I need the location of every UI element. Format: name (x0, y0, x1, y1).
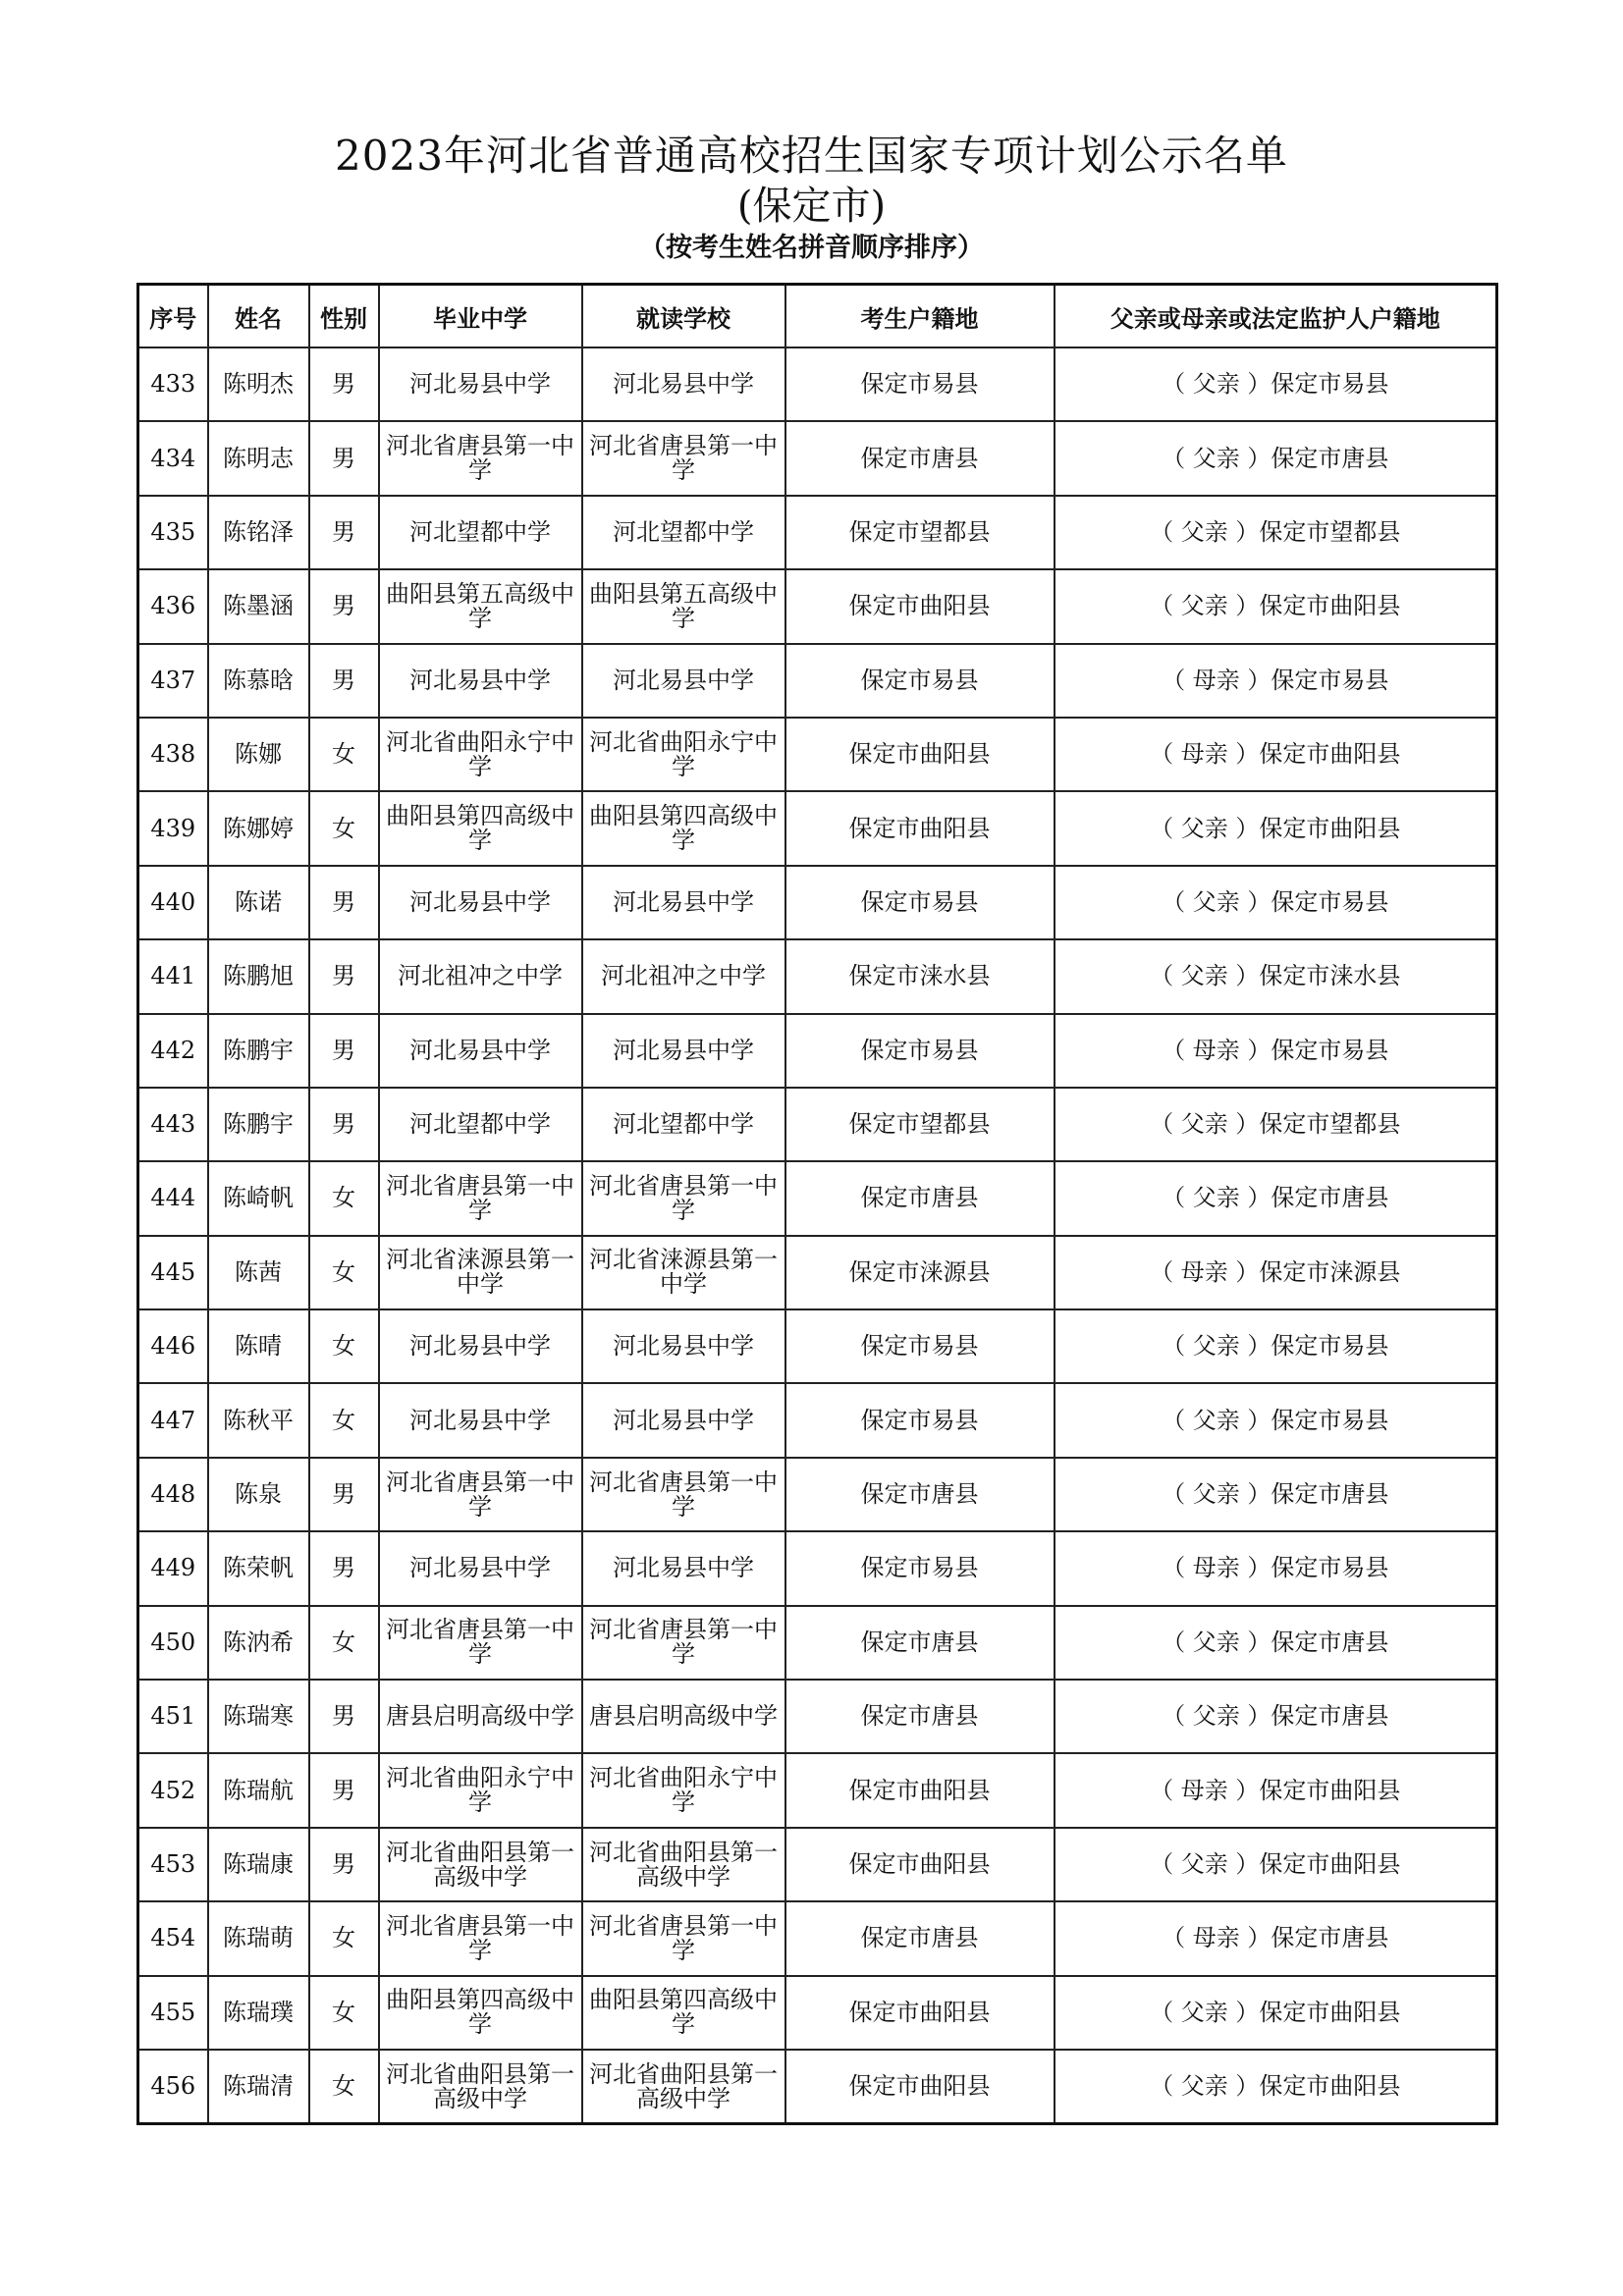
cell-name: 陈铭泽 (208, 496, 309, 569)
cell-name: 陈汭希 (208, 1606, 309, 1680)
table-row (138, 1606, 1497, 1680)
header-row (138, 285, 1497, 348)
roster-table (136, 283, 1498, 2125)
cell-study-school: 河北省曲阳永宁中学 (582, 718, 785, 791)
cell-gender: 女 (309, 791, 379, 865)
table-row (138, 939, 1497, 1013)
cell-guardian-hukou: （ 母亲 ）保定市唐县 (1055, 1901, 1497, 1975)
cell-name: 陈晴 (208, 1309, 309, 1383)
cell-gender: 男 (309, 496, 379, 569)
cell-gender: 女 (309, 718, 379, 791)
cell-no: 450 (138, 1606, 208, 1680)
table-row (138, 1383, 1497, 1457)
cell-hukou: 保定市易县 (785, 1383, 1055, 1457)
cell-name: 陈瑞航 (208, 1753, 309, 1827)
cell-hukou: 保定市唐县 (785, 421, 1055, 495)
cell-study-school: 唐县启明高级中学 (582, 1680, 785, 1753)
cell-grad-school: 河北省唐县第一中学 (379, 1901, 582, 1975)
cell-guardian-hukou: （ 父亲 ）保定市曲阳县 (1055, 569, 1497, 643)
cell-guardian-hukou: （ 父亲 ）保定市曲阳县 (1055, 1976, 1497, 2050)
cell-hukou: 保定市涞水县 (785, 939, 1055, 1013)
table-row (138, 1753, 1497, 1827)
cell-guardian-hukou: （ 母亲 ）保定市易县 (1055, 1531, 1497, 1605)
cell-no: 449 (138, 1531, 208, 1605)
cell-name: 陈慕晗 (208, 644, 309, 718)
cell-guardian-hukou: （ 母亲 ）保定市易县 (1055, 644, 1497, 718)
cell-no: 451 (138, 1680, 208, 1753)
cell-study-school: 河北易县中学 (582, 1014, 785, 1088)
cell-guardian-hukou: （ 父亲 ）保定市易县 (1055, 866, 1497, 939)
cell-name: 陈明杰 (208, 347, 309, 421)
cell-study-school: 河北省曲阳永宁中学 (582, 1753, 785, 1827)
cell-hukou: 保定市曲阳县 (785, 1976, 1055, 2050)
cell-no: 444 (138, 1161, 208, 1235)
cell-study-school: 河北省唐县第一中学 (582, 1458, 785, 1531)
cell-grad-school: 曲阳县第五高级中学 (379, 569, 582, 643)
cell-grad-school: 河北省曲阳永宁中学 (379, 1753, 582, 1827)
cell-grad-school: 河北省曲阳县第一高级中学 (379, 2050, 582, 2124)
cell-name: 陈瑞康 (208, 1828, 309, 1901)
cell-no: 448 (138, 1458, 208, 1531)
table-row (138, 1828, 1497, 1901)
cell-study-school: 曲阳县第四高级中学 (582, 791, 785, 865)
table-row (138, 2050, 1497, 2124)
cell-name: 陈荣帆 (208, 1531, 309, 1605)
table-row (138, 1531, 1497, 1605)
cell-no: 452 (138, 1753, 208, 1827)
cell-guardian-hukou: （ 父亲 ）保定市望都县 (1055, 496, 1497, 569)
table-row (138, 866, 1497, 939)
cell-gender: 女 (309, 2050, 379, 2124)
header-study-school: 就读学校 (582, 285, 785, 348)
cell-name: 陈墨涵 (208, 569, 309, 643)
cell-study-school: 河北易县中学 (582, 644, 785, 718)
cell-grad-school: 河北省曲阳永宁中学 (379, 718, 582, 791)
cell-grad-school: 河北易县中学 (379, 866, 582, 939)
table-row (138, 569, 1497, 643)
cell-gender: 男 (309, 1458, 379, 1531)
cell-hukou: 保定市唐县 (785, 1606, 1055, 1680)
cell-no: 446 (138, 1309, 208, 1383)
cell-name: 陈崎帆 (208, 1161, 309, 1235)
cell-hukou: 保定市望都县 (785, 496, 1055, 569)
cell-hukou: 保定市唐县 (785, 1458, 1055, 1531)
cell-no: 455 (138, 1976, 208, 2050)
cell-hukou: 保定市唐县 (785, 1680, 1055, 1753)
cell-grad-school: 河北省涞源县第一中学 (379, 1236, 582, 1309)
cell-no: 439 (138, 791, 208, 865)
cell-guardian-hukou: （ 父亲 ）保定市涞水县 (1055, 939, 1497, 1013)
cell-name: 陈瑞清 (208, 2050, 309, 2124)
cell-no: 456 (138, 2050, 208, 2124)
cell-hukou: 保定市涞源县 (785, 1236, 1055, 1309)
cell-study-school: 河北省唐县第一中学 (582, 1161, 785, 1235)
cell-grad-school: 河北易县中学 (379, 1383, 582, 1457)
table-row (138, 1309, 1497, 1383)
cell-hukou: 保定市曲阳县 (785, 718, 1055, 791)
cell-study-school: 河北望都中学 (582, 496, 785, 569)
header-no: 序号 (138, 285, 208, 348)
cell-hukou: 保定市曲阳县 (785, 2050, 1055, 2124)
cell-grad-school: 河北易县中学 (379, 644, 582, 718)
cell-name: 陈娜婷 (208, 791, 309, 865)
cell-guardian-hukou: （ 父亲 ）保定市唐县 (1055, 1606, 1497, 1680)
cell-gender: 男 (309, 644, 379, 718)
cell-gender: 女 (309, 1976, 379, 2050)
cell-hukou: 保定市曲阳县 (785, 569, 1055, 643)
cell-guardian-hukou: （ 父亲 ）保定市曲阳县 (1055, 1828, 1497, 1901)
cell-grad-school: 河北省唐县第一中学 (379, 1161, 582, 1235)
cell-guardian-hukou: （ 母亲 ）保定市曲阳县 (1055, 1753, 1497, 1827)
cell-name: 陈瑞萌 (208, 1901, 309, 1975)
cell-hukou: 保定市唐县 (785, 1161, 1055, 1235)
header-gender: 性别 (309, 285, 379, 348)
cell-gender: 女 (309, 1236, 379, 1309)
cell-name: 陈诺 (208, 866, 309, 939)
cell-hukou: 保定市易县 (785, 1014, 1055, 1088)
cell-study-school: 曲阳县第五高级中学 (582, 569, 785, 643)
table-row (138, 1161, 1497, 1235)
cell-gender: 男 (309, 1014, 379, 1088)
cell-guardian-hukou: （ 父亲 ）保定市望都县 (1055, 1088, 1497, 1161)
document-subtitle: (保定市) (736, 184, 887, 229)
table-row (138, 718, 1497, 791)
cell-name: 陈鹏宇 (208, 1014, 309, 1088)
cell-name: 陈秋平 (208, 1383, 309, 1457)
cell-grad-school: 河北易县中学 (379, 1014, 582, 1088)
cell-study-school: 河北省唐县第一中学 (582, 421, 785, 495)
table-row (138, 496, 1497, 569)
cell-name: 陈娜 (208, 718, 309, 791)
cell-guardian-hukou: （ 父亲 ）保定市唐县 (1055, 1161, 1497, 1235)
cell-study-school: 曲阳县第四高级中学 (582, 1976, 785, 2050)
cell-hukou: 保定市唐县 (785, 1901, 1055, 1975)
cell-guardian-hukou: （ 父亲 ）保定市曲阳县 (1055, 2050, 1497, 2124)
cell-grad-school: 唐县启明高级中学 (379, 1680, 582, 1753)
cell-guardian-hukou: （ 父亲 ）保定市曲阳县 (1055, 791, 1497, 865)
header-hukou: 考生户籍地 (785, 285, 1055, 348)
cell-guardian-hukou: （ 母亲 ）保定市曲阳县 (1055, 718, 1497, 791)
cell-hukou: 保定市曲阳县 (785, 791, 1055, 865)
cell-grad-school: 河北易县中学 (379, 347, 582, 421)
cell-gender: 女 (309, 1383, 379, 1457)
cell-study-school: 河北省涞源县第一中学 (582, 1236, 785, 1309)
cell-hukou: 保定市易县 (785, 347, 1055, 421)
cell-grad-school: 河北易县中学 (379, 1309, 582, 1383)
cell-name: 陈茜 (208, 1236, 309, 1309)
cell-gender: 男 (309, 1088, 379, 1161)
cell-guardian-hukou: （ 母亲 ）保定市涞源县 (1055, 1236, 1497, 1309)
cell-no: 443 (138, 1088, 208, 1161)
cell-study-school: 河北省唐县第一中学 (582, 1606, 785, 1680)
cell-guardian-hukou: （ 父亲 ）保定市易县 (1055, 1309, 1497, 1383)
cell-name: 陈明志 (208, 421, 309, 495)
cell-gender: 男 (309, 347, 379, 421)
table-row (138, 1014, 1497, 1088)
cell-study-school: 河北易县中学 (582, 1383, 785, 1457)
cell-gender: 男 (309, 1531, 379, 1605)
table-row (138, 1680, 1497, 1753)
header-name: 姓名 (208, 285, 309, 348)
cell-gender: 女 (309, 1309, 379, 1383)
roster-body (138, 347, 1497, 2124)
table-row (138, 791, 1497, 865)
cell-name: 陈鹏旭 (208, 939, 309, 1013)
cell-grad-school: 河北省曲阳县第一高级中学 (379, 1828, 582, 1901)
header-guardian-hukou: 父亲或母亲或法定监护人户籍地 (1055, 285, 1497, 348)
cell-name: 陈鹏宇 (208, 1088, 309, 1161)
cell-gender: 男 (309, 421, 379, 495)
cell-hukou: 保定市易县 (785, 866, 1055, 939)
cell-no: 438 (138, 718, 208, 791)
cell-no: 454 (138, 1901, 208, 1975)
cell-gender: 女 (309, 1606, 379, 1680)
cell-hukou: 保定市望都县 (785, 1088, 1055, 1161)
cell-study-school: 河北易县中学 (582, 1531, 785, 1605)
cell-no: 447 (138, 1383, 208, 1457)
cell-guardian-hukou: （ 父亲 ）保定市易县 (1055, 347, 1497, 421)
cell-grad-school: 河北望都中学 (379, 496, 582, 569)
cell-study-school: 河北望都中学 (582, 1088, 785, 1161)
cell-no: 440 (138, 866, 208, 939)
cell-name: 陈泉 (208, 1458, 309, 1531)
table-row (138, 347, 1497, 421)
table-row (138, 1901, 1497, 1975)
table-row (138, 1458, 1497, 1531)
cell-guardian-hukou: （ 父亲 ）保定市唐县 (1055, 1458, 1497, 1531)
cell-no: 436 (138, 569, 208, 643)
table-row (138, 421, 1497, 495)
cell-grad-school: 河北省唐县第一中学 (379, 1606, 582, 1680)
cell-guardian-hukou: （ 父亲 ）保定市唐县 (1055, 1680, 1497, 1753)
cell-grad-school: 河北易县中学 (379, 1531, 582, 1605)
table-row (138, 1088, 1497, 1161)
cell-grad-school: 曲阳县第四高级中学 (379, 791, 582, 865)
cell-study-school: 河北省唐县第一中学 (582, 1901, 785, 1975)
table-row (138, 1236, 1497, 1309)
cell-hukou: 保定市易县 (785, 1309, 1055, 1383)
cell-gender: 男 (309, 866, 379, 939)
cell-hukou: 保定市曲阳县 (785, 1828, 1055, 1901)
cell-grad-school: 河北祖冲之中学 (379, 939, 582, 1013)
cell-gender: 男 (309, 569, 379, 643)
cell-study-school: 河北易县中学 (582, 347, 785, 421)
cell-guardian-hukou: （ 父亲 ）保定市易县 (1055, 1383, 1497, 1457)
cell-gender: 男 (309, 1828, 379, 1901)
sort-note: （按考生姓名拼音顺序排序） (639, 233, 984, 263)
cell-no: 433 (138, 347, 208, 421)
cell-no: 441 (138, 939, 208, 1013)
cell-grad-school: 河北省唐县第一中学 (379, 1458, 582, 1531)
cell-study-school: 河北省曲阳县第一高级中学 (582, 1828, 785, 1901)
cell-no: 434 (138, 421, 208, 495)
cell-study-school: 河北易县中学 (582, 1309, 785, 1383)
cell-hukou: 保定市易县 (785, 1531, 1055, 1605)
cell-gender: 女 (309, 1901, 379, 1975)
cell-study-school: 河北祖冲之中学 (582, 939, 785, 1013)
cell-hukou: 保定市易县 (785, 644, 1055, 718)
cell-gender: 女 (309, 1161, 379, 1235)
cell-study-school: 河北省曲阳县第一高级中学 (582, 2050, 785, 2124)
cell-name: 陈瑞璞 (208, 1976, 309, 2050)
document-title: 2023年河北省普通高校招生国家专项计划公示名单 (335, 132, 1288, 180)
cell-no: 435 (138, 496, 208, 569)
header-grad-school: 毕业中学 (379, 285, 582, 348)
cell-no: 442 (138, 1014, 208, 1088)
cell-study-school: 河北易县中学 (582, 866, 785, 939)
cell-name: 陈瑞寒 (208, 1680, 309, 1753)
cell-grad-school: 河北望都中学 (379, 1088, 582, 1161)
cell-grad-school: 河北省唐县第一中学 (379, 421, 582, 495)
cell-no: 453 (138, 1828, 208, 1901)
cell-hukou: 保定市曲阳县 (785, 1753, 1055, 1827)
cell-grad-school: 曲阳县第四高级中学 (379, 1976, 582, 2050)
cell-no: 445 (138, 1236, 208, 1309)
cell-gender: 男 (309, 1680, 379, 1753)
cell-guardian-hukou: （ 父亲 ）保定市唐县 (1055, 421, 1497, 495)
cell-gender: 男 (309, 1753, 379, 1827)
table-row (138, 644, 1497, 718)
cell-no: 437 (138, 644, 208, 718)
cell-gender: 男 (309, 939, 379, 1013)
cell-guardian-hukou: （ 母亲 ）保定市易县 (1055, 1014, 1497, 1088)
table-row (138, 1976, 1497, 2050)
